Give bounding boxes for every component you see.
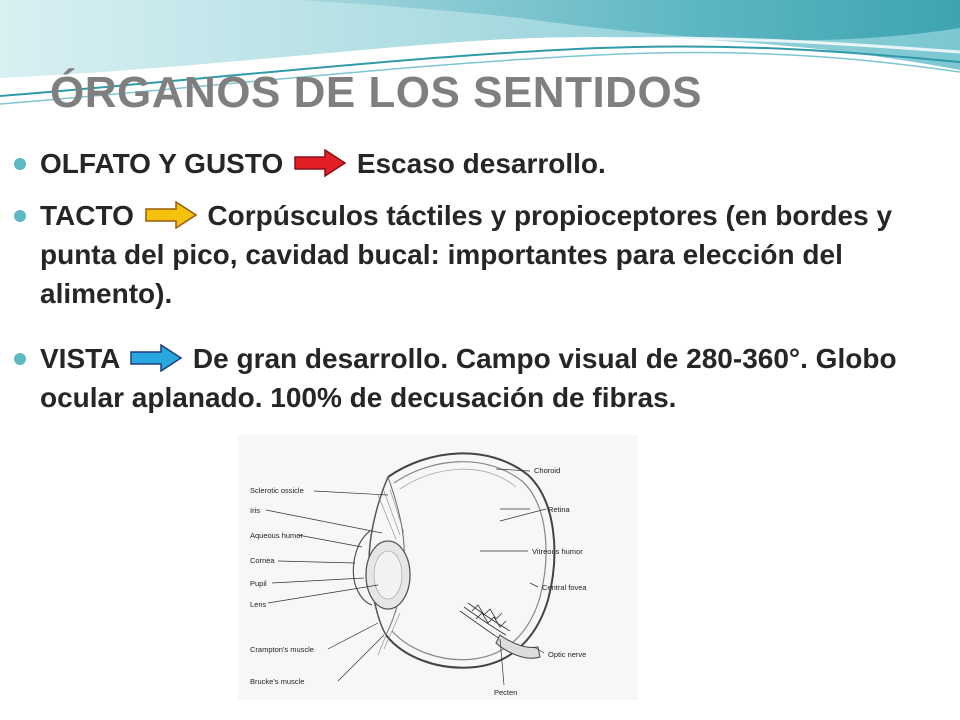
- label-choroid: Choroid: [534, 466, 561, 475]
- label-aqueous-humor: Aqueous humor: [250, 531, 303, 540]
- optic-nerve-shape: [496, 635, 540, 658]
- bullet-term: VISTA: [40, 343, 120, 374]
- eye-outer-wall: [386, 453, 554, 667]
- bullet-vista: [14, 339, 939, 417]
- bullet-olfato-gusto: [14, 144, 939, 183]
- label-bruckes-muscle: Brucke's muscle: [250, 677, 305, 686]
- bullet-text: De gran desarrollo. Campo visual de 280-360°. Globo ocular aplanado. 100% de decusación de fibras.: [40, 343, 897, 413]
- yellow-arrow-icon: [144, 201, 198, 229]
- label-iris: Iris: [250, 506, 260, 515]
- bullet-dot: [14, 210, 26, 222]
- bullet-dot: [14, 158, 26, 170]
- bullet-text: Corpúsculos táctiles y propioceptores (en bordes y punta del pico, cavidad bucal: importantes para elección del alimento).: [40, 200, 893, 309]
- label-cornea: Cornea: [250, 556, 275, 565]
- pecten-shape: [460, 603, 510, 639]
- bullet-tacto: [14, 196, 939, 313]
- label-pecten: Pecten: [494, 688, 518, 697]
- eye-inner-wall: [392, 462, 546, 660]
- label-cramptons-muscle: Crampton's muscle: [250, 645, 314, 654]
- bird-eye-diagram: [238, 435, 638, 700]
- eye-anatomy-illustration: [238, 435, 638, 700]
- label-central-fovea: Central fovea: [542, 583, 587, 592]
- red-arrow-icon: [293, 149, 347, 177]
- bullet-dot: [14, 353, 26, 365]
- bullet-term: TACTO: [40, 200, 134, 231]
- label-retina: Retina: [548, 505, 570, 514]
- label-sclerotic-ossicle: Sclerotic ossicle: [250, 486, 304, 495]
- label-optic-nerve: Optic nerve: [548, 650, 587, 659]
- bullet-term: OLFATO Y GUSTO: [40, 148, 284, 179]
- blue-arrow-icon: [129, 344, 183, 372]
- slide-title: ÓRGANOS DE LOS SENTIDOS: [50, 68, 703, 117]
- label-lens: Lens: [250, 600, 267, 609]
- label-vitreous-humor: Vitreous humor: [532, 547, 583, 556]
- bullet-text: Escaso desarrollo.: [356, 148, 606, 179]
- label-pupil: Pupil: [250, 579, 267, 588]
